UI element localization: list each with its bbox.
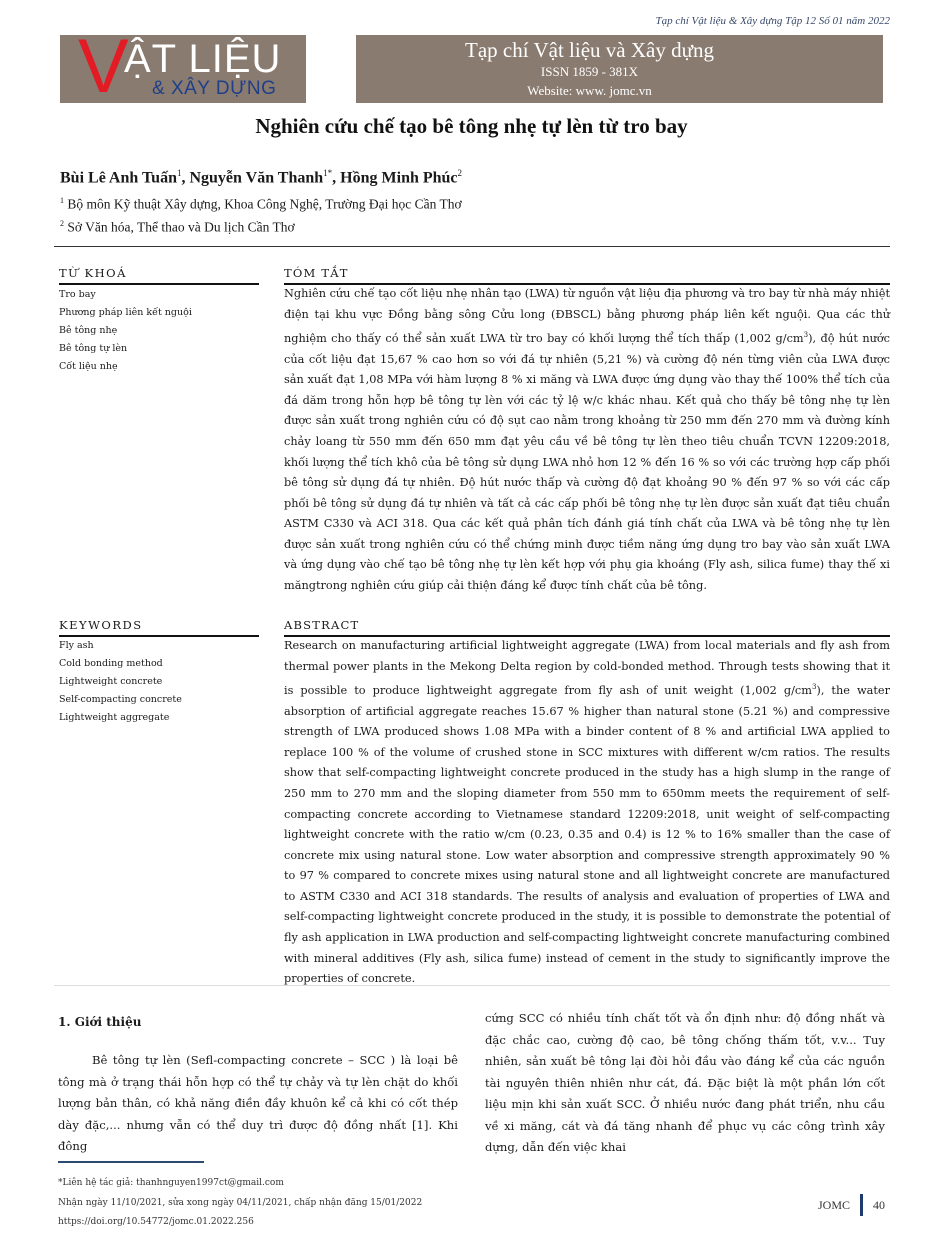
affiliation-text: Sở Văn hóa, Thể thao và Du lịch Cần Thơ xyxy=(64,219,295,235)
affiliation-sup: 1 xyxy=(60,196,64,205)
affiliation-text: Bộ môn Kỹ thuật Xây dựng, Khoa Công Nghệ, Trường Đại học Cần Thơ xyxy=(64,196,462,212)
footnote-divider xyxy=(58,1161,204,1163)
author-separator: , xyxy=(332,169,341,187)
superscript: 3 xyxy=(803,331,809,340)
journal-abbreviation: JOMC xyxy=(818,1197,851,1212)
abstract-vi-text xyxy=(284,284,890,597)
footnote-contact: *Liên hệ tác giả: thanhnguyen1997ct@gmail.com xyxy=(58,1178,284,1188)
keyword-item: Bê tông tự lèn xyxy=(59,343,128,354)
intro-left-column: Bê tông tự lèn (Sefl-compacting concrete – SCC ) là loại bê tông mà ở trạng thái hỗn hợp có thể tự chảy và tự lèn chặt do khối lượng bản thân, có khả năng điền đầy khuôn kể cả khi có cốt thép dày đặc,... nhưng vẫn có thể duy trì được độ đồng nhất [1]. Khi đông xyxy=(58,1053,458,1153)
author-affil-sup: 1 xyxy=(176,168,182,178)
keywords-vi-heading: TỪ KHOÁ xyxy=(59,266,259,285)
keywords-en-list xyxy=(59,637,182,727)
author-separator: , xyxy=(181,169,190,187)
logo-line2: & XÂY DỰNG xyxy=(152,78,277,99)
abstract-vi-part: ), độ hút nước của cốt liệu đạt 15,67 % cao hơn so với đá tự nhiên (5,21 %) và cường độ nén từng viên của LWA được sản xuất đạt 1,08 MPa với hàm lượng 8 % xi măng và LWA được ứng dụng vào thay thế 100% thể tích của đá dăm trong hỗn hợp bê tông tự lèn với các tỷ lệ w/c khác nhau. Kết quả cho thấy bê tông nhẹ tự lèn được sản xuất trong nghiên cứu có độ sụt cao nằm trong khoảng từ 250 mm đến 270 mm và đường kính chảy loang từ 550 mm đến 650 mm đạt yêu cầu về bê tông tự lèn theo tiêu chuẩn TCVN 12209:2018, khối lượng thể tích khô của bê tông sử dụng LWA nhỏ hơn 12 % đến 16 % so với các trường hợp cấp phối bê tông sử dụng đá tự nhiên. Độ hút nước thấp và cường độ đạt khoảng 90 % đến 97 % so với các cấp phối bê tông sử dụng đá tự nhiên và tất cả các cấp phối bê tông nhẹ tự lèn được sản xuất đạt tiêu chuẩn ASTM C330 và ACI 318. Qua các kết quả phân tích đánh giá tính chất của LWA và bê tông nhẹ tự lèn được sản xuất trong nghiên cứu có thể chứng minh được tiềm năng ứng dụng tro bay vào sản xuất LWA và ứng dụng vào chế tạo bê tông nhẹ tự lèn kết hợp với phụ gia khoáng (Fly ash, silica fume) thay thế xi măngtrong nghiên cứu giúp cải thiện đáng kể được tính chất của bê tông. xyxy=(284,331,891,593)
section-heading-introduction: 1. Giới thiệu xyxy=(58,1015,142,1029)
paper-title: Nghiên cứu chế tạo bê tông nhẹ tự lèn từ tro bay xyxy=(255,114,688,138)
footer-bar xyxy=(860,1194,863,1216)
keyword-item: Lightweight concrete xyxy=(59,676,163,687)
body-divider xyxy=(54,985,890,986)
intro-right-column: cứng SCC có nhiều tính chất tốt và ổn định như: độ đồng nhất và đặc chắc cao, cường độ cao, bê tông chống thấm tốt, v.v... Tuy nhiên, sản xuất bê tông lại đòi hỏi đầu vào đáng kể của các nguồn tài nguyên thiên nhiên như cát, đá. Đặc biệt là một phần lớn cốt liệu mịn khi sản xuất SCC. Ở nhiều nước đang phát triển, nhu cầu về xi măng, cát và đá tăng nhanh để phục vụ các công trình xây dựng, dẫn đến việc khai xyxy=(485,1011,885,1154)
journal-banner xyxy=(356,35,883,103)
logo-line1: ẬT LIỆU xyxy=(124,37,282,81)
journal-issn: ISSN 1859 - 381X xyxy=(540,64,639,79)
affiliation xyxy=(60,219,295,236)
affiliation-sup: 2 xyxy=(60,219,64,228)
keyword-item: Lightweight aggregate xyxy=(59,712,170,723)
keywords-en-heading: KEYWORDS xyxy=(59,618,259,637)
footnote-dates: Nhận ngày 11/10/2021, sửa xong ngày 04/11/2021, chấp nhận đăng 15/01/2022 xyxy=(58,1198,423,1208)
author-name: Bùi Lê Anh Tuấn xyxy=(60,169,177,187)
keyword-item: Cold bonding method xyxy=(59,658,163,669)
keyword-item: Bê tông nhẹ xyxy=(59,325,118,336)
abstract-vi-heading: TÓM TẮT xyxy=(284,266,890,285)
keywords-vi-list xyxy=(59,286,192,376)
page-footer xyxy=(818,1194,885,1216)
keyword-item: Phương pháp liên kết nguội xyxy=(59,307,192,318)
affiliation xyxy=(60,196,462,213)
author-name: Nguyễn Văn Thanh xyxy=(189,169,324,187)
journal-title: Tạp chí Vật liệu và Xây dựng xyxy=(465,38,714,62)
author-list xyxy=(60,168,462,187)
abstract-vi-part: Nghiên cứu chế tạo cốt liệu nhẹ nhân tạo (LWA) từ nguồn vật liệu địa phương và tro bay từ nhà máy nhiệt điện tại khu vực Đồng bằng sông Cửu long (ĐBSCL) bằng phương pháp liên kết nguội. Qua các thử nghiệm cho thấy có thể sản xuất LWA từ tro bay có khối lượng thể tích thấp (1,002 g/cm xyxy=(284,287,890,345)
keyword-item: Tro bay xyxy=(59,289,96,300)
journal-website: Website: www. jomc.vn xyxy=(527,83,652,98)
header-divider xyxy=(54,246,890,247)
abstract-en-part: ), the water absorption of artificial aggregate reaches 15.67 % higher than natural stone (5.21 %) and compressive strength of LWA produced shows 1.08 MPa with a binder content of 8 % and artificial LWA applied to replace 100 % of the volume of crushed stone in SCC mixtures with different w/cm ratios. The results show that self-compacting lightweight concrete produced in the study has a high slump in the range of 250 mm to 270 mm and the sloping diameter from 550 mm to 650mm meets the requirement of self-compacting concrete according to Vietnamese standard 12209:2018, unit weight of self-compacting lightweight concrete with the ratio w/cm (0.23, 0.35 and 0.4) is 12 % to 16% smaller than the case of concrete mix using natural stone. Low water absorption and compressive strength approximately 90 % to 97 % compared to concrete mixes using natural stone and all lightweight concrete are manufactured to ASTM C330 and ACI 318 standards. The results of analysis and evaluation of properties of LWA and self-compacting lightweight concrete produced in the study, it is possible to demonstrate the potential of fly ash application in LWA production and self-compacting lightweight concrete manufacturing combined with mineral additives (Fly ash, silica fume) instead of cement in the study to significantly improve the properties of concrete. xyxy=(284,683,890,986)
abstract-en-heading: ABSTRACT xyxy=(284,618,890,637)
abstract-en-text xyxy=(284,636,890,990)
running-head: Tạp chí Vật liệu & Xây dựng Tập 12 Số 01 năm 2022 xyxy=(655,15,890,27)
author-affil-sup: 2 xyxy=(457,168,463,178)
keyword-item: Fly ash xyxy=(59,640,94,651)
abstract-en-part: Research on manufacturing artificial lightweight aggregate (LWA) from local materials and fly ash from thermal power plants in the Mekong Delta region by cold-bonded method. Through tests showing that it is possible to produce lightweight aggregate from fly ash of unit weight (1,002 g/cm xyxy=(284,639,890,697)
keyword-item: Self-compacting concrete xyxy=(59,694,182,705)
journal-logo xyxy=(60,35,306,103)
footnote-doi[interactable]: https://doi.org/10.54772/jomc.01.2022.256 xyxy=(58,1217,254,1227)
author-name: Hồng Minh Phúc xyxy=(340,169,458,187)
page-number: 40 xyxy=(873,1197,886,1212)
keyword-item: Cốt liệu nhẹ xyxy=(59,361,118,372)
logo-v-letter: V xyxy=(78,35,129,103)
author-affil-sup: 1* xyxy=(323,168,333,178)
superscript: 3 xyxy=(811,683,817,692)
